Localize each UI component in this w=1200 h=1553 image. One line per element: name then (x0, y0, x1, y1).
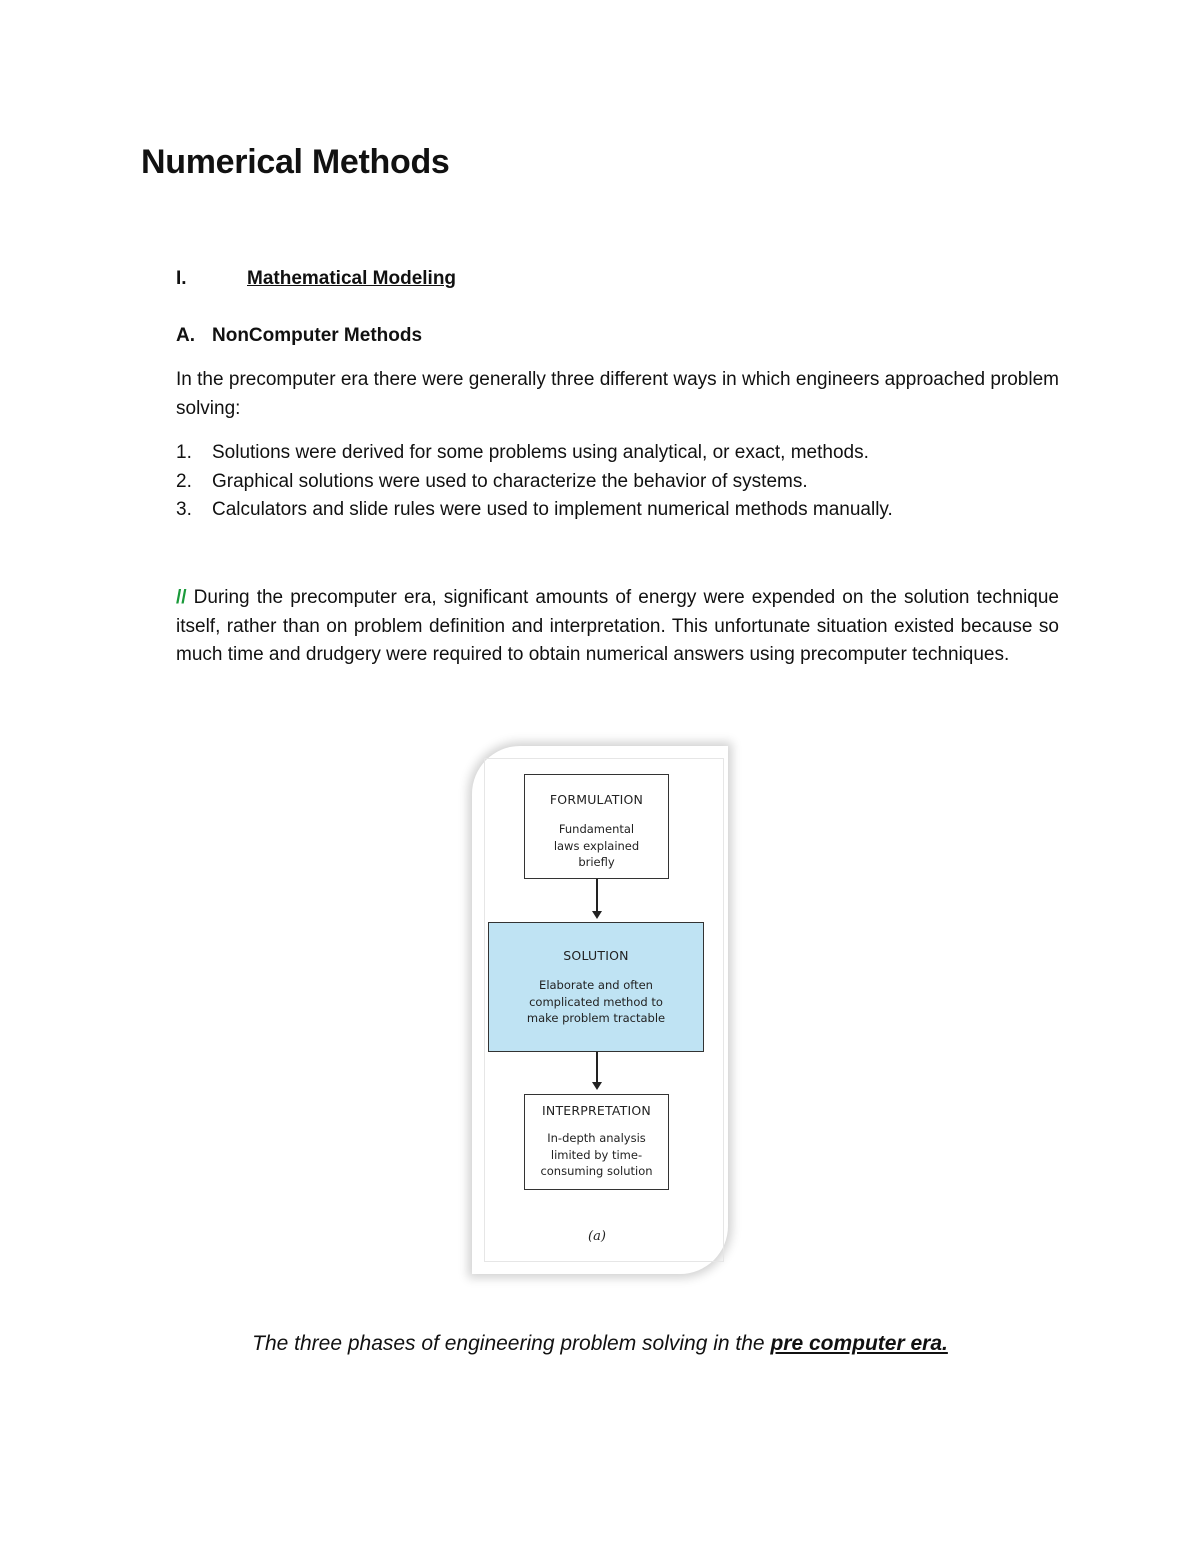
interpretation-box (524, 1094, 669, 1190)
formulation-box (524, 774, 669, 879)
interpretation-line: limited by time- (550, 1147, 643, 1162)
list-item (176, 468, 1059, 497)
figure-label: (a) (588, 1229, 606, 1244)
section-heading (176, 268, 456, 290)
interpretation-line: In-depth analysis (547, 1131, 646, 1145)
figure-caption (0, 1332, 1200, 1356)
formulation-line: laws explained (553, 838, 640, 853)
formulation-title: FORMULATION (549, 792, 644, 807)
list-item-text: Solutions were derived for some problems using analytical, or exact, methods. (212, 442, 869, 463)
formulation-line: briefly (578, 855, 615, 869)
formulation-line: Fundamental (558, 822, 635, 836)
interpretation-line: consuming solution (540, 1164, 653, 1178)
page-title: Numerical Methods (141, 143, 450, 181)
note-marker: // (176, 587, 187, 608)
list-item-number: 1. (176, 442, 192, 463)
note-text: During the precomputer era, significant amounts of energy were expended on the solution technique itself, rather than on problem definition and interpretation. This unfortunate situation existed because so much time and drudgery were required to obtain numerical answers using precomputer techniques. (176, 587, 1059, 665)
caption-emphasis: pre computer era. (770, 1332, 948, 1355)
caption-text: The three phases of engineering problem solving in the (252, 1332, 771, 1355)
solution-line: make problem tractable (526, 1011, 666, 1025)
list-item (176, 439, 1059, 468)
list-item (176, 496, 1059, 525)
subsection-heading (176, 325, 422, 347)
subsection-title: NonComputer Methods (212, 325, 423, 346)
interpretation-description (525, 1130, 668, 1180)
section-title: Mathematical Modeling (247, 268, 457, 289)
note-paragraph (176, 584, 1059, 670)
solution-line: Elaborate and often (539, 978, 653, 992)
arrow-down-icon (596, 879, 598, 917)
intro-paragraph: In the precomputer era there were generally three different ways in which engineers approached problem solving: (176, 369, 1059, 419)
list-item-number: 3. (176, 499, 192, 520)
list-item-number: 2. (176, 470, 192, 492)
solution-description (489, 977, 703, 1027)
section-number: I. (176, 268, 187, 289)
subsection-letter: A. (176, 325, 195, 346)
arrow-down-icon (596, 1052, 598, 1088)
list-item-text: Calculators and slide rules were used to implement numerical methods manually. (212, 499, 893, 520)
interpretation-title: INTERPRETATION (542, 1103, 651, 1118)
list-item-text: Graphical solutions were used to characterize the behavior of systems. (212, 470, 808, 492)
solution-title: SOLUTION (563, 948, 629, 963)
solution-box (488, 922, 704, 1052)
formulation-description (525, 821, 668, 871)
methods-list (176, 439, 1059, 525)
solution-line: complicated method to (529, 994, 663, 1009)
